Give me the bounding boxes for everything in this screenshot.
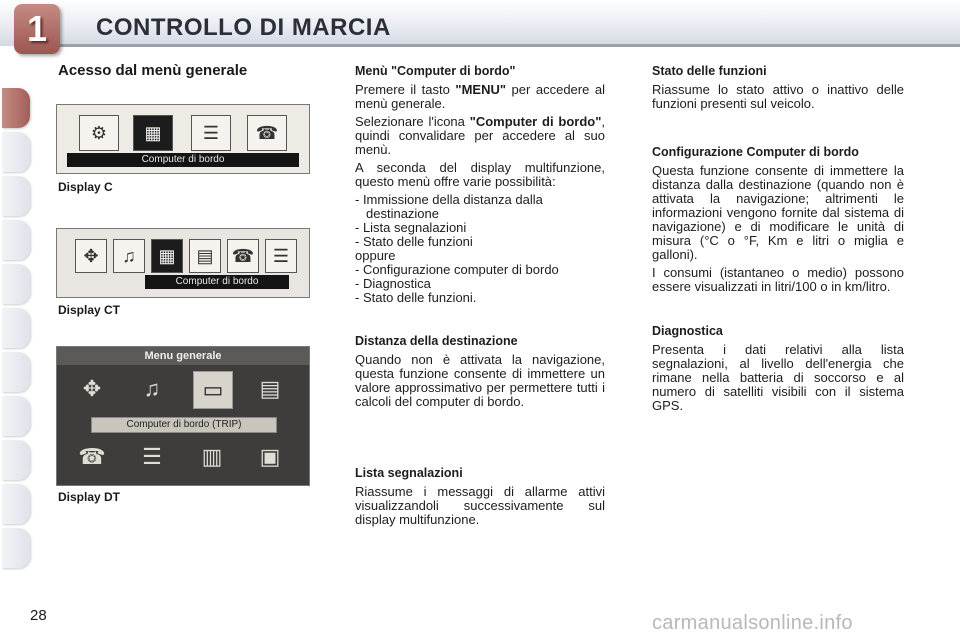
display-c-bar: Computer di bordo [67,153,299,167]
paragraph-select-icon [355,115,605,157]
computer-label: "Computer di bordo" [469,114,602,129]
stato-section [652,64,904,115]
chapter-number: 1 [26,8,48,49]
section-title: Acesso dal menù generale [58,62,248,79]
trip-computer-icon: ▭ [193,371,233,409]
config-text: Questa funzione consente di immettere la distanza dalla destinazione (quando non è attivata la navigazione; altrimenti le informazioni vengono fornite dal sistema di navigazione) e di modificare le unità di misura (°C o °F, Km e litri o miglia e galloni). [652,163,904,262]
chapter-tab[interactable] [14,4,60,54]
menu-key-label: "MENU" [455,82,507,97]
phone-icon: ☎ [78,444,106,469]
audio-icon: ♫ [113,239,145,273]
side-tab-1[interactable] [2,88,30,128]
audio-icon: ♫ [143,376,161,401]
side-chapter-tabs [0,66,36,576]
diagnostica-heading: Diagnostica [652,324,723,338]
display-dt-screenshot [56,346,310,486]
paragraph-menu-key [355,83,605,111]
config-section [652,145,904,298]
list-item: - Immissione della distanza dalla destinazione [355,192,543,221]
document-icon: ▤ [259,376,281,401]
side-tab-6[interactable] [2,308,30,348]
side-tab-8[interactable] [2,396,30,436]
page-number: 28 [30,607,47,624]
distanza-heading: Distanza della destinazione [355,334,518,348]
display-dt-bar: Computer di bordo (TRIP) [91,417,277,433]
side-tab-2[interactable] [2,132,30,172]
text: per accedere al menù generale. [355,82,605,111]
side-tab-7[interactable] [2,352,30,392]
side-tab-11[interactable] [2,528,30,568]
display-ct-label: Display CT [58,303,121,317]
trip-computer-icon: ▦ [133,115,173,151]
document-icon: ▤ [189,239,221,273]
oppure-text: oppure [355,248,396,263]
phone-icon: ☎ [227,239,259,273]
lista-section [355,466,605,531]
page-header [0,0,960,58]
display-dt-label: Display DT [58,490,121,504]
stato-heading: Stato delle funzioni [652,64,767,78]
settings-sliders-icon: ☰ [265,239,297,273]
settings-sliders-icon: ☰ [191,115,231,151]
list-item: - Stato delle funzioni. [355,290,477,305]
header-rule [60,44,960,47]
settings-sliders-icon: ☰ [142,444,162,469]
side-tab-10[interactable] [2,484,30,524]
lista-text: Riassume i messaggi di allarme attivi visualizzandoli successivamente sul display multifunzione. [355,484,605,527]
side-tab-9[interactable] [2,440,30,480]
text: Premere il tasto [355,82,456,97]
side-tab-3[interactable] [2,176,30,216]
trip-computer-icon: ▦ [151,239,183,273]
map-icon: ▥ [201,444,223,469]
display-dt-title: Menu generale [57,347,309,365]
list-item: - Diagnostica [355,276,431,291]
config-heading: Configurazione Computer di bordo [652,145,859,159]
phone-icon: ☎ [247,115,287,151]
display-c-screenshot [56,104,310,174]
list-item: - Configurazione computer di bordo [355,262,559,277]
watermark: carmanualsonline.info [652,612,853,634]
stato-text: Riassume lo stato attivo o inattivo delle funzioni presenti sul veicolo. [652,82,904,111]
navigation-icon: ✥ [82,376,102,401]
consumi-text: I consumi (istantaneo o medio) possono essere visualizzati in litri/100 o in km/litro. [652,265,904,294]
diagnostica-section [652,324,904,417]
side-tab-5[interactable] [2,264,30,304]
display-c-label: Display C [58,180,113,194]
tools-icon: ⚙ [79,115,119,151]
text: , quindi convalidare per accedere al suo menù. [355,114,605,157]
lista-heading: Lista segnalazioni [355,466,463,480]
middle-column [355,64,605,305]
list-item: - Stato delle funzioni [355,234,473,249]
diagnostica-text: Presenta i dati relativi alla lista segnalazioni, al livello dell'energia che rimane nella batteria di soccorso e al numero di satelliti visibili con il sistema GPS. [652,342,904,413]
distanza-text: Quando non è attivata la navigazione, questa funzione consente di immettere un valore approssimativo per permettere tutti i calcoli del computer di bordo. [355,352,605,409]
paragraph-options-intro: A seconda del display multifunzione, questo menù offre varie possibilità: [355,160,605,189]
side-tab-4[interactable] [2,220,30,260]
display-ct-screenshot [56,228,310,298]
navigation-icon: ✥ [75,239,107,273]
distanza-section [355,334,605,413]
page-title: CONTROLLO DI MARCIA [96,14,391,41]
menu-heading: Menù "Computer di bordo" [355,64,516,78]
text: Selezionare l'icona [355,114,470,129]
screen-icon: ▣ [259,444,281,469]
display-ct-bar: Computer di bordo [145,275,289,289]
list-item: - Lista segnalazioni [355,220,467,235]
